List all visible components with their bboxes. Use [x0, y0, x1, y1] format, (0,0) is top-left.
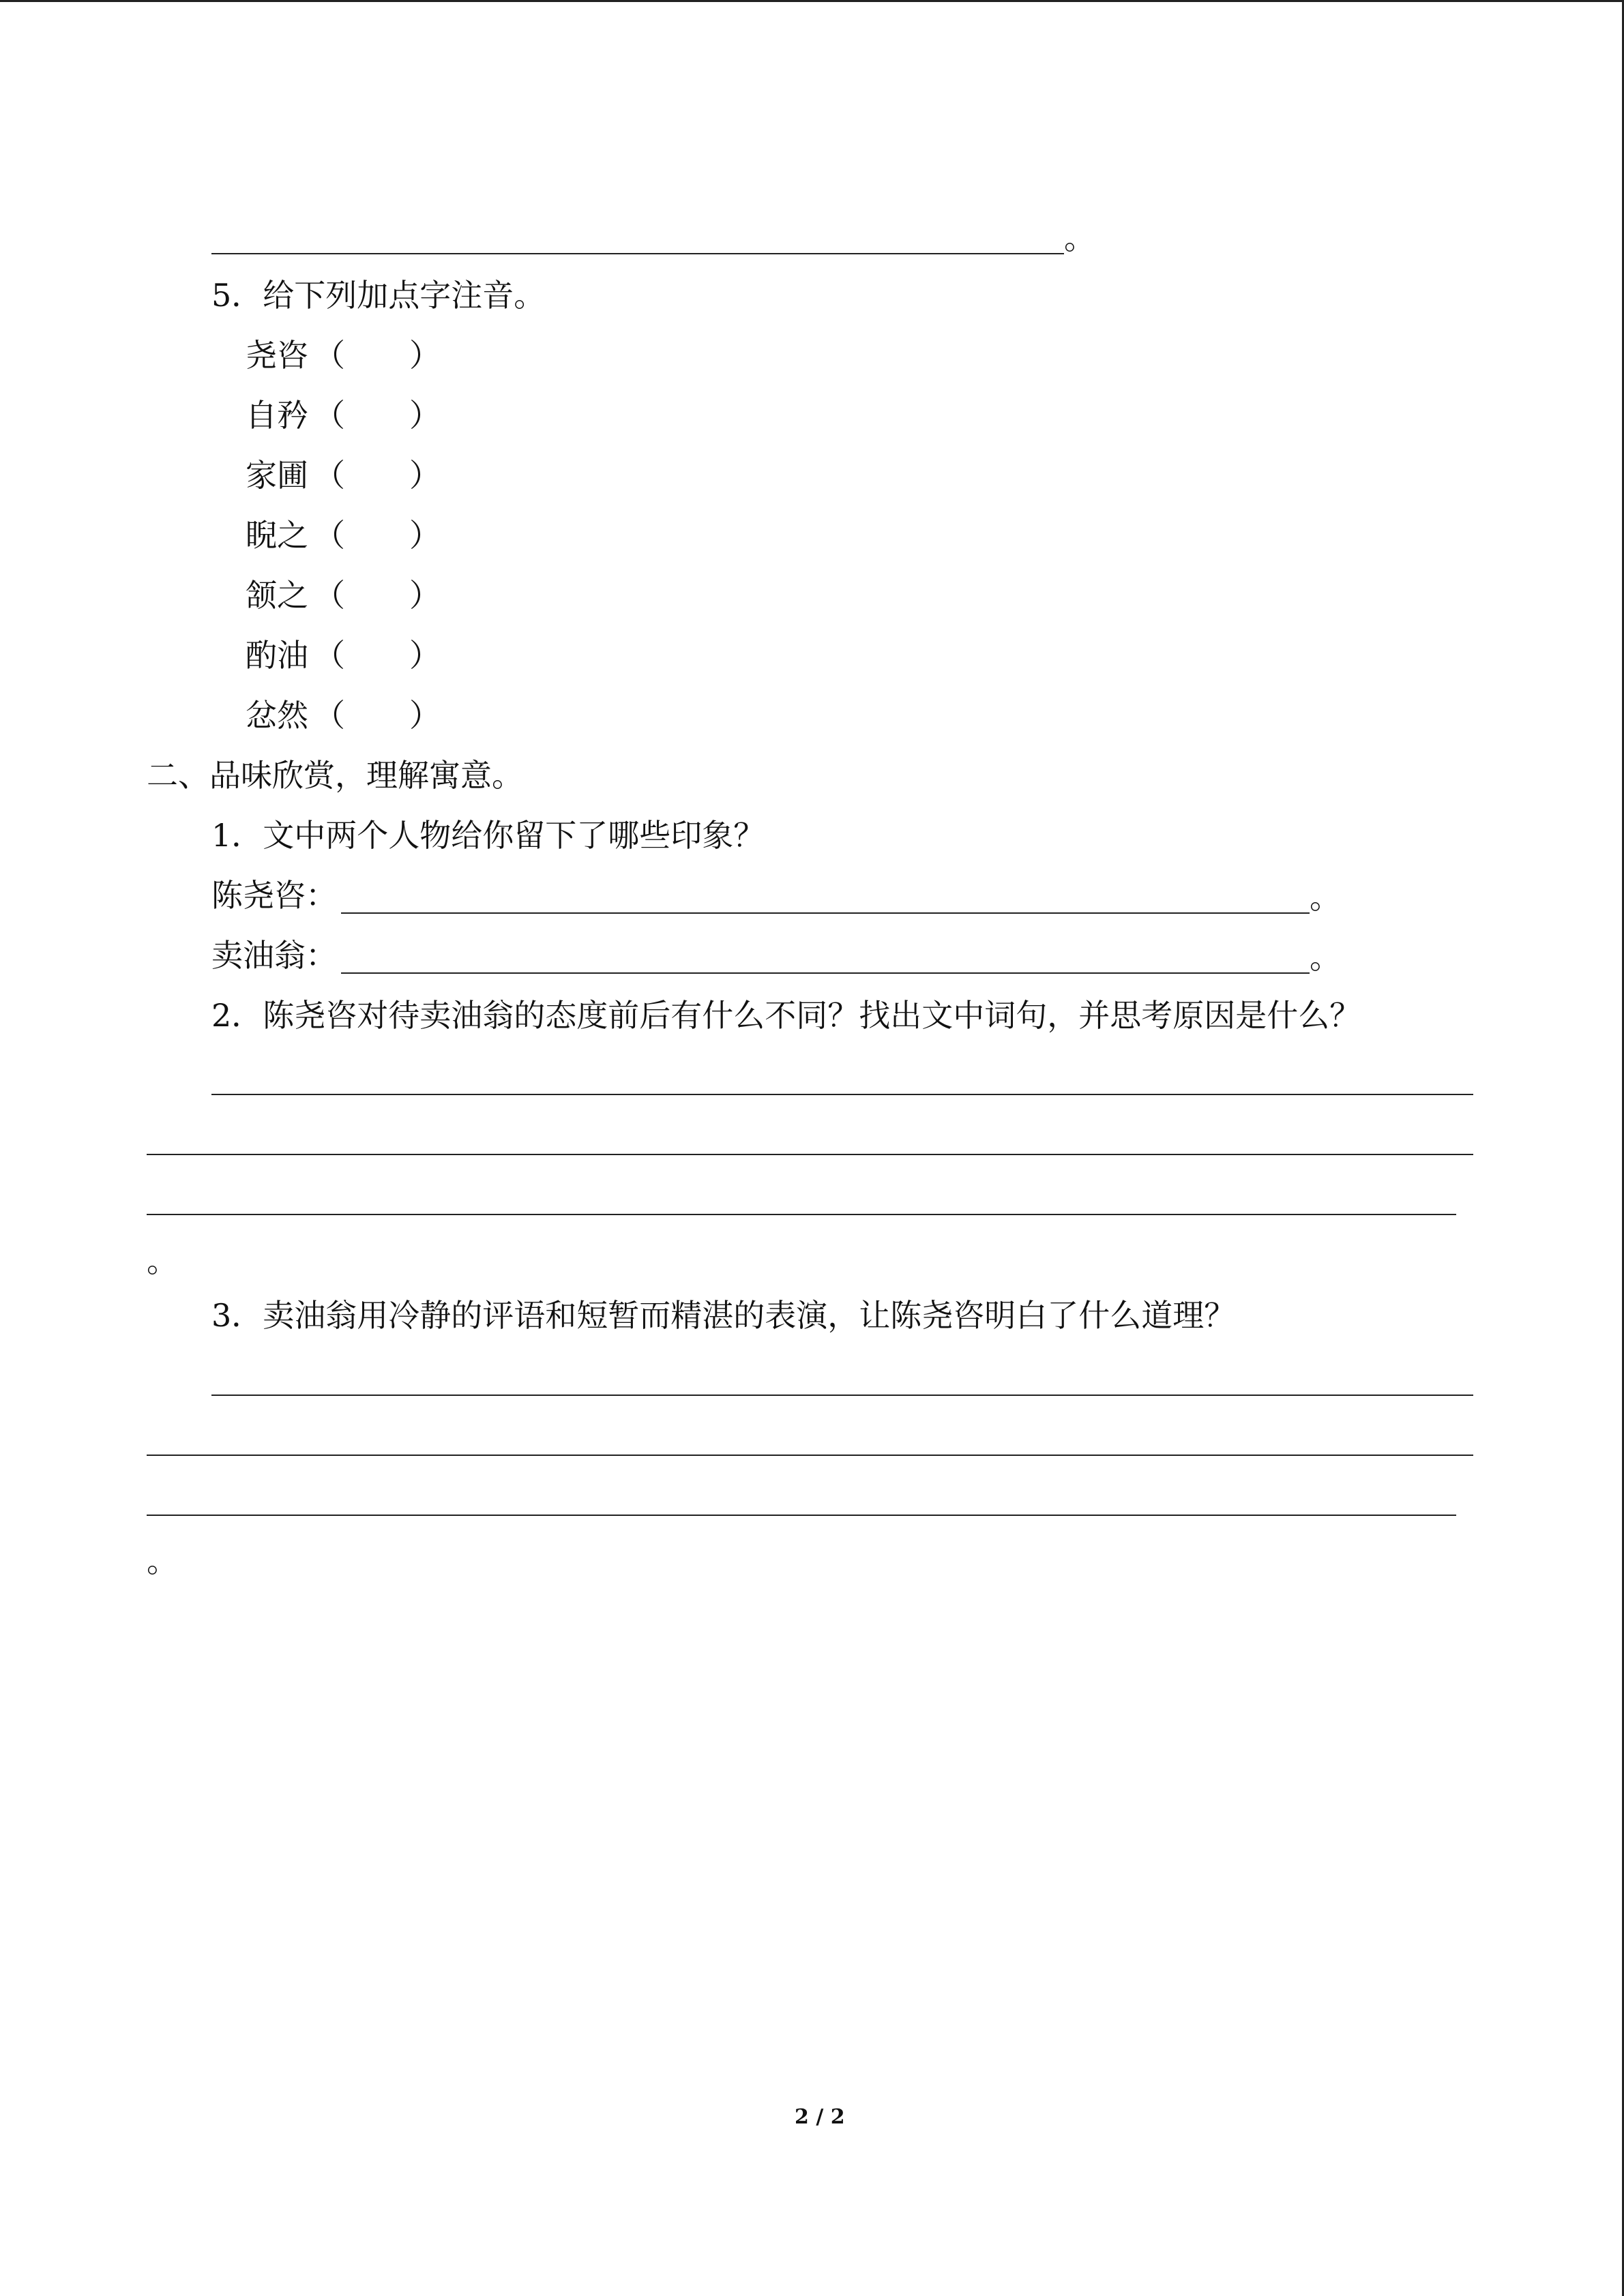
pinyin-item-word: 忿然 — [246, 697, 308, 734]
pinyin-item-word: 颔之 — [246, 577, 308, 614]
pinyin-item-word: 尧咨 — [246, 337, 308, 374]
answer-line[interactable] — [147, 1214, 1456, 1215]
answer-line[interactable] — [147, 1455, 1473, 1456]
section-2-question-3: 3．卖油翁用冷静的评语和短暂而精湛的表演，让陈尧咨明白了什么道理？ — [211, 1297, 1236, 1334]
pinyin-item-word: 睨之 — [246, 517, 308, 554]
section-2-title: 二、品味欣赏，理解寓意。 — [147, 757, 523, 794]
pinyin-item-word: 自矜 — [246, 397, 308, 434]
section-2-question-1: 1．文中两个人物给你留下了哪些印象？ — [211, 817, 765, 854]
impression-answer-line-chen[interactable] — [341, 912, 1310, 914]
section-2-question-2: 2．陈尧咨对待卖油翁的态度前后有什么不同？找出文中词句，并思考原因是什么？ — [211, 997, 1361, 1034]
pinyin-answer-blank[interactable] — [348, 696, 409, 735]
pinyin-answer-blank[interactable] — [348, 336, 409, 375]
pinyin-answer-blank[interactable] — [348, 636, 409, 675]
close-paren: ） — [409, 697, 441, 734]
close-paren: ） — [409, 637, 441, 674]
pinyin-answer-blank[interactable] — [348, 576, 409, 615]
open-paren: （ — [314, 457, 345, 494]
answer-line[interactable] — [211, 1094, 1473, 1095]
open-paren: （ — [314, 637, 345, 674]
open-paren: （ — [314, 337, 345, 374]
close-paren: ） — [409, 337, 441, 374]
pinyin-answer-blank[interactable] — [348, 396, 409, 435]
open-paren: （ — [314, 697, 345, 734]
period: 。 — [147, 1242, 178, 1279]
answer-line[interactable] — [211, 253, 1064, 254]
open-paren: （ — [314, 517, 345, 554]
impression-answer-line-maiyouweng[interactable] — [341, 972, 1310, 974]
answer-line[interactable] — [147, 1154, 1473, 1155]
period: 。 — [1310, 879, 1341, 916]
close-paren: ） — [409, 517, 441, 554]
open-paren: （ — [314, 577, 345, 614]
period: 。 — [1310, 939, 1341, 976]
page-number: 2 / 2 — [795, 2105, 845, 2129]
answer-line[interactable] — [147, 1515, 1456, 1516]
page-top-border — [0, 0, 1624, 2]
open-paren: （ — [314, 397, 345, 434]
pinyin-item-word: 酌油 — [246, 637, 308, 674]
answer-line[interactable] — [211, 1395, 1473, 1396]
impression-label-chen: 陈尧咨： — [211, 877, 337, 914]
period: 。 — [1064, 220, 1095, 256]
close-paren: ） — [409, 397, 441, 434]
close-paren: ） — [409, 457, 441, 494]
impression-label-maiyouweng: 卖油翁： — [211, 937, 337, 974]
pinyin-answer-blank[interactable] — [348, 516, 409, 555]
close-paren: ） — [409, 577, 441, 614]
pinyin-answer-blank[interactable] — [348, 456, 409, 495]
period: 。 — [147, 1542, 178, 1579]
pinyin-item-word: 家圃 — [246, 457, 308, 494]
question-5-title: 5．给下列加点字注音。 — [211, 277, 546, 314]
